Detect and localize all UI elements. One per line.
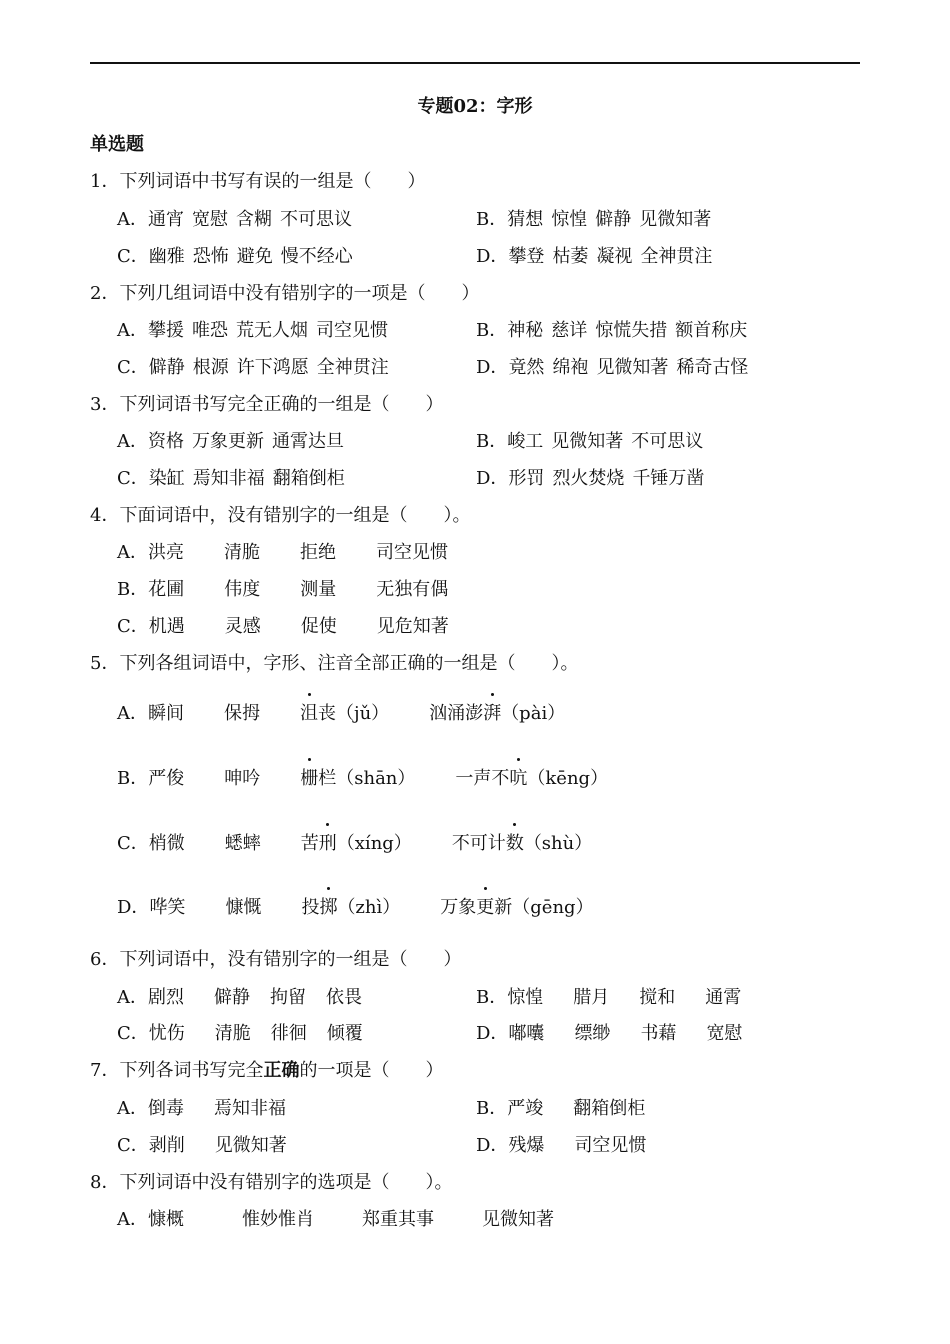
emphasis-dot-char: 沮 bbox=[300, 699, 318, 725]
q3-option-b[interactable]: B．峻工 见微知著 不可思议 bbox=[476, 431, 704, 452]
question-3: 3．下列词语书写完全正确的一组是（ ） bbox=[90, 394, 444, 415]
q4-option-b[interactable]: B．花圃 伟度 测量 无独有偶 bbox=[117, 579, 449, 600]
q6-option-b[interactable]: B．惊惶 腊月 搅和 通霄 bbox=[476, 987, 742, 1008]
q7-option-c[interactable]: C．剥削 见微知著 bbox=[117, 1135, 287, 1156]
emphasis-dot-char: 刑 bbox=[319, 829, 337, 855]
q5-option-b[interactable]: B．严俊 呻吟 栅栏（shān） 一声不吭（kēng） bbox=[117, 764, 648, 790]
q3-option-d[interactable]: D．形罚 烈火焚烧 千锤万凿 bbox=[476, 468, 705, 489]
q2-option-b[interactable]: B．神秘 慈详 惊慌失措 额首称庆 bbox=[476, 320, 748, 341]
header-rule bbox=[90, 62, 860, 64]
emphasis-dot-char: 掷 bbox=[319, 893, 337, 919]
q3-option-a[interactable]: A．资格 万象更新 通霄达旦 bbox=[117, 431, 344, 452]
emphasis-word: 正确 bbox=[263, 1060, 300, 1081]
emphasis-dot-char: 更 bbox=[476, 893, 494, 919]
q7-option-b[interactable]: B．严竣 翻箱倒柜 bbox=[476, 1098, 646, 1119]
q6-option-a[interactable]: A．剧烈 僻静 拘留 依畏 bbox=[117, 987, 362, 1008]
question-1: 1．下列词语中书写有误的一组是（ ） bbox=[90, 171, 426, 192]
question-6: 6．下列词语中，没有错别字的一组是（ ） bbox=[90, 949, 462, 970]
page-title: 专题02：字形 bbox=[417, 96, 533, 117]
q5-option-d[interactable]: D．哗笑 慷慨 投掷（zhì） 万象更新（gēng） bbox=[117, 893, 634, 919]
emphasis-dot-char: 栅 bbox=[300, 764, 318, 790]
question-5: 5．下列各组词语中，字形、注音全部正确的一组是（ ）。 bbox=[90, 653, 579, 674]
q7-option-a[interactable]: A．倒毒 焉知非福 bbox=[117, 1098, 286, 1119]
question-8: 8．下列词语中没有错别字的选项是（ ）。 bbox=[90, 1172, 453, 1193]
q4-option-c[interactable]: C．机遇 灵感 促使 见危知著 bbox=[117, 616, 449, 637]
q4-option-a[interactable]: A．洪亮 清脆 拒绝 司空见惯 bbox=[117, 542, 448, 563]
section-heading: 单选题 bbox=[90, 134, 144, 155]
q1-option-d[interactable]: D．攀登 枯萎 凝视 全神贯注 bbox=[476, 246, 713, 267]
question-2: 2．下列几组词语中没有错别字的一项是（ ） bbox=[90, 283, 480, 304]
emphasis-dot-char: 数 bbox=[506, 829, 524, 855]
q5-option-c[interactable]: C．梢微 蟋蟀 苦刑（xíng） 不可计数（shù） bbox=[117, 829, 632, 855]
q3-option-c[interactable]: C．染缸 焉知非福 翻箱倒柜 bbox=[117, 468, 345, 489]
q2-option-c[interactable]: C．僻静 根源 许下鸿愿 全神贯注 bbox=[117, 357, 389, 378]
q6-option-d[interactable]: D．嘟囔 缥缈 书藉 宽慰 bbox=[476, 1023, 743, 1044]
q1-option-a[interactable]: A．通宵 宽慰 含糊 不可思议 bbox=[117, 209, 352, 230]
q5-option-a[interactable]: A．瞬间 保拇 沮丧（jǔ） 汹涌澎湃（pài） bbox=[117, 699, 605, 725]
q6-option-c[interactable]: C．忧伤 清脆 徘徊 倾覆 bbox=[117, 1023, 363, 1044]
question-7: 7．下列各词书写完全正确的一项是（ ） bbox=[90, 1060, 444, 1081]
question-4: 4．下面词语中，没有错别字的一组是（ ）。 bbox=[90, 505, 471, 526]
q2-option-a[interactable]: A．攀援 唯恐 荒无人烟 司空见惯 bbox=[117, 320, 388, 341]
emphasis-dot-char: 吭 bbox=[509, 764, 527, 790]
q7-option-d[interactable]: D．残爆 司空见惯 bbox=[476, 1135, 647, 1156]
q1-option-c[interactable]: C．幽雅 恐怖 避免 慢不经心 bbox=[117, 246, 353, 267]
emphasis-dot-char: 湃 bbox=[483, 699, 501, 725]
q8-option-a[interactable]: A．慷概 惟妙惟肖 郑重其事 见微知著 bbox=[117, 1209, 554, 1230]
q2-option-d[interactable]: D．竟然 绵袍 见微知著 稀奇古怪 bbox=[476, 357, 749, 378]
q1-option-b[interactable]: B．猜想 惊惶 僻静 见微知著 bbox=[476, 209, 712, 230]
